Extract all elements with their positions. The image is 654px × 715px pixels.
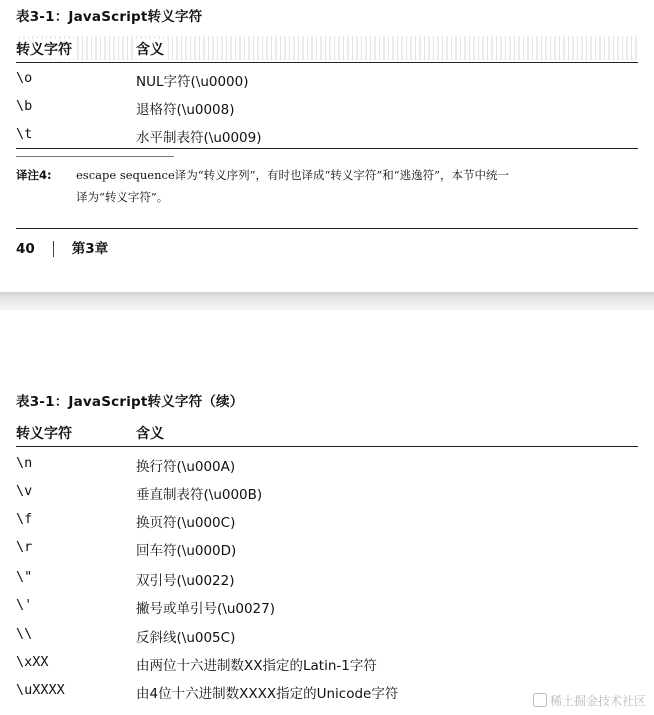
- escape-code: \': [16, 597, 33, 613]
- escape-meaning: 退格符(\u0008): [136, 102, 235, 118]
- escape-meaning: 换页符(\u000C): [136, 515, 236, 531]
- footnote-rule: [16, 156, 174, 157]
- table-row: [16, 70, 638, 92]
- escape-code: \uXXXX: [16, 682, 65, 698]
- escape-meaning: 水平制表符(\u0009): [136, 130, 262, 146]
- translator-note: [16, 164, 634, 212]
- escape-meaning: NUL字符(\u0000): [136, 74, 249, 90]
- table-caption: 表3-1：JavaScript转义字符（续）: [16, 394, 244, 410]
- escape-code: \b: [16, 98, 33, 114]
- table-row: [16, 511, 638, 533]
- table-row: [16, 597, 638, 619]
- escape-code: \": [16, 569, 33, 585]
- table-row: [16, 539, 638, 561]
- escape-code: \n: [16, 455, 33, 471]
- table-bottom-rule: [16, 148, 638, 149]
- book-page-top: [0, 0, 654, 292]
- footer-divider: [53, 241, 54, 257]
- table-caption: 表3-1：JavaScript转义字符: [16, 9, 203, 25]
- watermark: [533, 692, 646, 709]
- page-footer: [16, 237, 108, 257]
- escape-meaning: 双引号(\u0022): [136, 573, 235, 589]
- table-row: [16, 569, 638, 591]
- page-footer-rule: [16, 228, 638, 229]
- header-escape-char: 转义字符: [16, 39, 76, 59]
- escape-meaning: 由4位十六进制数XXXX指定的Unicode字符: [136, 686, 399, 702]
- header-meaning: 含义: [136, 39, 168, 59]
- note-label: 译注4:: [16, 168, 52, 182]
- escape-code: \\: [16, 626, 33, 642]
- watermark-text: 稀土掘金技术社区: [549, 694, 646, 708]
- note-line-2: 译为“转义字符”。: [76, 190, 169, 204]
- table-row: [16, 126, 638, 148]
- escape-code: \t: [16, 126, 33, 142]
- table-row: [16, 98, 638, 120]
- header-rule: [16, 62, 638, 63]
- book-page-bottom: [0, 310, 654, 715]
- table-header: [16, 36, 638, 60]
- escape-code: \o: [16, 70, 33, 86]
- watermark-logo-icon: [533, 693, 547, 707]
- table-row: [16, 483, 638, 505]
- escape-meaning: 换行符(\u000A): [136, 459, 236, 475]
- escape-meaning: 回车符(\u000D): [136, 543, 237, 559]
- escape-meaning: 由两位十六进制数XX指定的Latin-1字符: [136, 658, 377, 674]
- header-rule: [16, 446, 638, 447]
- page-number: 40: [16, 241, 35, 257]
- header-escape-char: 转义字符: [16, 423, 76, 443]
- escape-meaning: 垂直制表符(\u000B): [136, 487, 263, 503]
- escape-code: \v: [16, 483, 33, 499]
- note-line-1: escape sequence译为“转义序列”，有时也译成“转义字符”和“逃逸符”，本节中统一: [76, 168, 510, 182]
- escape-code: \f: [16, 511, 33, 527]
- page-gap: [0, 292, 654, 310]
- escape-code: \xXX: [16, 654, 49, 670]
- escape-meaning: 撇号或单引号(\u0027): [136, 601, 275, 617]
- header-meaning: 含义: [136, 423, 168, 443]
- table-row: [16, 654, 638, 676]
- escape-meaning: 反斜线(\u005C): [136, 630, 236, 646]
- escape-code: \r: [16, 539, 33, 555]
- chapter-label: 第3章: [71, 241, 109, 257]
- table-header: [16, 420, 638, 444]
- table-row: [16, 626, 638, 648]
- table-row: [16, 455, 638, 477]
